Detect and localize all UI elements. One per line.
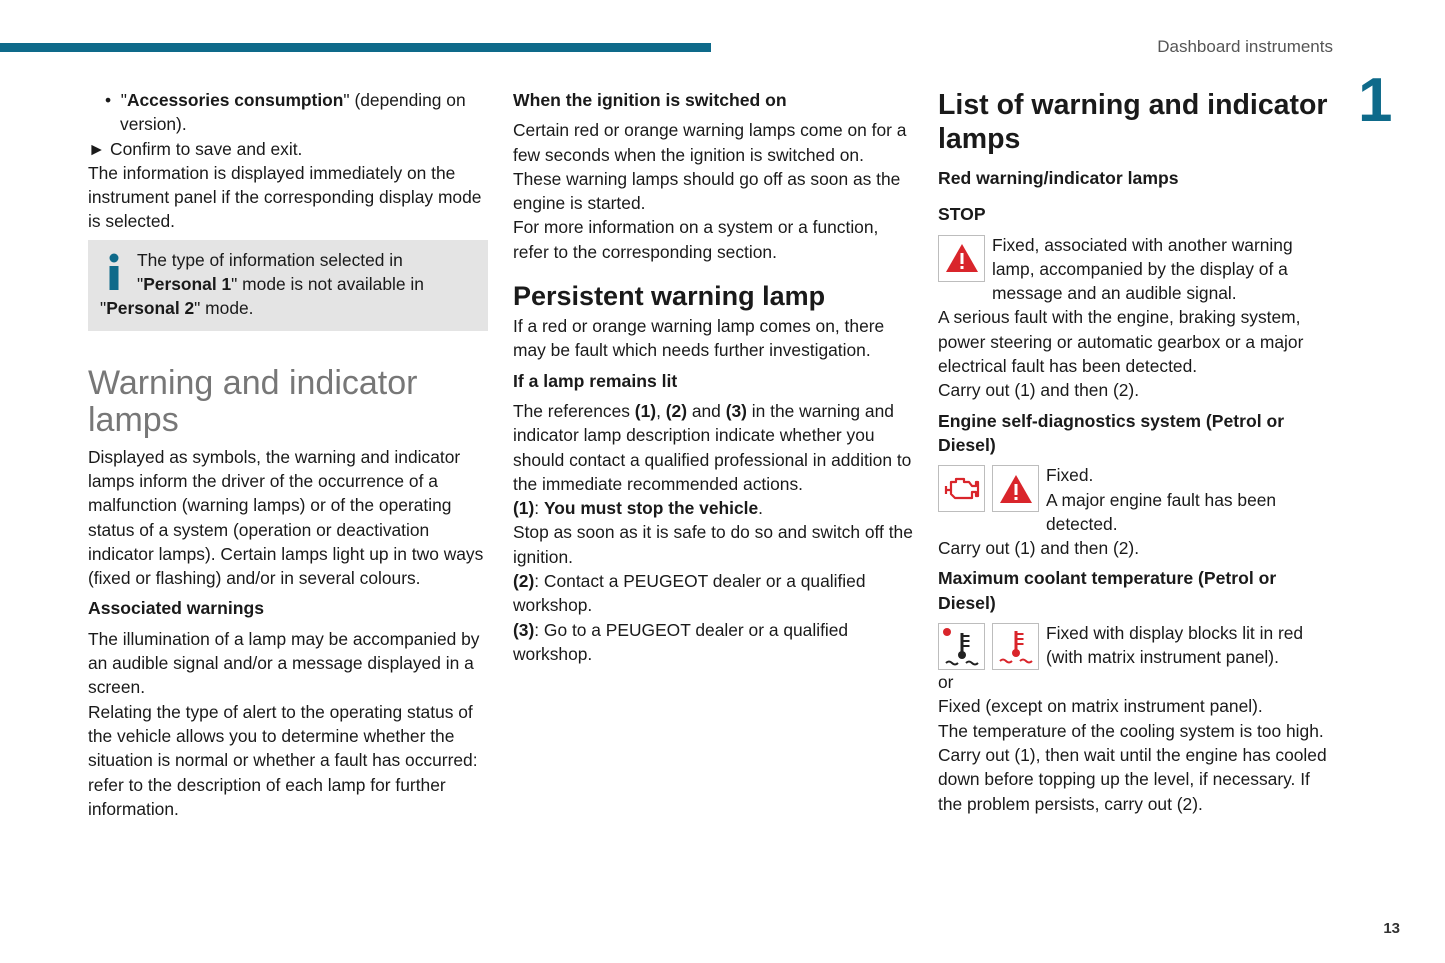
stop-paragraph-1: Fixed, associated with another warning lamp, accompanied by the display of a message and an audible signal. bbox=[992, 234, 1293, 304]
stop-entry bbox=[938, 233, 1333, 306]
coolant-or: or bbox=[938, 672, 954, 693]
coolant-temperature-red-icon bbox=[992, 623, 1039, 670]
column-2 bbox=[513, 88, 913, 666]
engine-warning-icon bbox=[992, 465, 1039, 512]
reference-1: (1): You must stop the vehicle. bbox=[513, 498, 763, 519]
stop-heading: STOP bbox=[938, 204, 986, 225]
engine-paragraph-3: Carry out (1) and then (2). bbox=[938, 538, 1140, 559]
info-display-text: The information is displayed immediately on the instrument panel if the corresponding display mode is selected. bbox=[88, 162, 482, 232]
coolant-paragraph-2: Fixed (except on matrix instrument panel). bbox=[938, 696, 1263, 717]
engine-paragraph-1: Fixed. bbox=[1046, 465, 1094, 486]
confirm-step: ► Confirm to save and exit. bbox=[88, 138, 303, 159]
associated-warnings-heading: Associated warnings bbox=[88, 598, 264, 619]
persistent-heading: Persistent warning lamp bbox=[513, 281, 826, 312]
coolant-paragraph-3: The temperature of the cooling system is too high. bbox=[938, 720, 1324, 741]
ignition-paragraph-2: For more information on a system or a function, refer to the corresponding section. bbox=[513, 217, 879, 262]
bullet-accessories: • "Accessories consumption" (depending on version). bbox=[105, 90, 466, 135]
section-title: Dashboard instruments bbox=[1157, 37, 1333, 56]
info-box-text: The type of information selected in "Personal 1" mode is not available in "Personal 2" mode. bbox=[100, 249, 424, 319]
list-heading: List of warning and indicator lamps bbox=[938, 89, 1328, 155]
associated-paragraph-2: Relating the type of alert to the operating status of the vehicle allows you to determine whether the situation is normal or whether a fault has occurred: refer to the description of each lamp for further information. bbox=[88, 701, 478, 819]
page-number: 13 bbox=[1383, 920, 1400, 937]
engine-heading: Engine self-diagnostics system (Petrol or Diesel) bbox=[938, 410, 1285, 455]
section-heading: Warning and indicator lamps bbox=[88, 363, 418, 439]
associated-paragraph-1: The illumination of a lamp may be accompanied by an audible signal and/or a message displayed in a screen. bbox=[88, 628, 480, 698]
coolant-paragraph-4: Carry out (1), then wait until the engine has cooled down before topping up the level, if necessary. If the problem persists, carry out (2). bbox=[938, 744, 1327, 814]
references-paragraph: The references (1), (2) and (3) in the warning and indicator lamp description indicate whether you should contact a qualified professional in addition to the immediate recommended actions. bbox=[513, 400, 912, 494]
engine-icon bbox=[938, 465, 985, 512]
info-box bbox=[88, 240, 488, 331]
coolant-heading: Maximum coolant temperature (Petrol or Diesel) bbox=[938, 568, 1277, 613]
engine-entry bbox=[938, 463, 1333, 536]
reference-2: (2): Contact a PEUGEOT dealer or a qualified workshop. bbox=[513, 571, 866, 616]
info-icon bbox=[100, 252, 128, 292]
ignition-heading: When the ignition is switched on bbox=[513, 90, 787, 110]
stop-paragraph-3: Carry out (1) and then (2). bbox=[938, 380, 1140, 401]
coolant-entry bbox=[938, 621, 1333, 670]
persistent-paragraph: If a red or orange warning lamp comes on, there may be fault which needs further investigation. bbox=[513, 316, 885, 361]
column-3 bbox=[938, 88, 1333, 816]
red-lamps-heading: Red warning/indicator lamps bbox=[938, 168, 1179, 188]
reference-1-detail: Stop as soon as it is safe to do so and switch off the ignition. bbox=[513, 522, 913, 567]
engine-paragraph-2: A major engine fault has been detected. bbox=[1046, 489, 1277, 534]
stop-warning-icon bbox=[938, 235, 985, 282]
lamp-lit-heading: If a lamp remains lit bbox=[513, 370, 678, 391]
reference-3: (3): Go to a PEUGEOT dealer or a qualified workshop. bbox=[513, 619, 849, 664]
chapter-number: 1 bbox=[1358, 66, 1393, 135]
intro-text: Displayed as symbols, the warning and indicator lamps inform the driver of the occurrence of a malfunction (warning lamps) or of the operating status of a system (operation or deactivation indicator lamps). Certain lamps light up in two ways (fixed or flashing) and/or in several colours. bbox=[88, 446, 484, 589]
coolant-temperature-icon bbox=[938, 623, 985, 670]
column-1 bbox=[88, 88, 488, 821]
header-accent-bar bbox=[0, 43, 711, 52]
coolant-paragraph-1: Fixed with display blocks lit in red (with matrix instrument panel). bbox=[1046, 623, 1304, 668]
stop-paragraph-2: A serious fault with the engine, braking system, power steering or automatic gearbox or a major electrical fault has been detected. bbox=[938, 307, 1304, 377]
ignition-paragraph-1: Certain red or orange warning lamps come on for a few seconds when the ignition is switched on. These warning lamps should go off as soon as the engine is started. bbox=[513, 120, 907, 214]
